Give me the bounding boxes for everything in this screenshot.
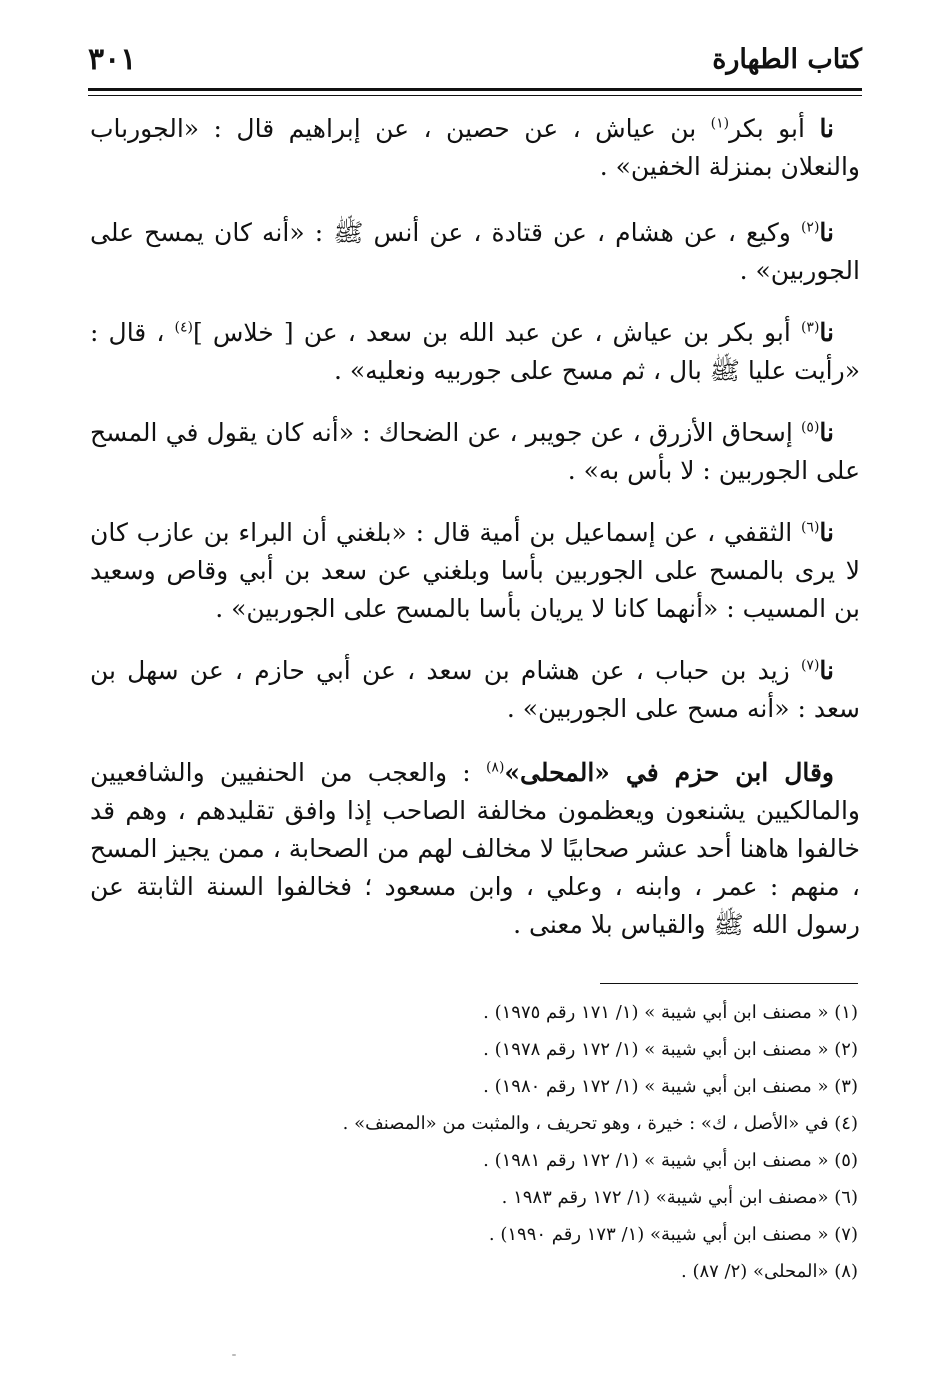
footnote: (٤) في «الأصل ، ك» : خيرة ، وهو تحريف ، والمثبت من «المصنف» . [342,1113,858,1134]
narration-lead: نا [819,418,834,447]
footnote-ref: (٨) [485,759,505,776]
footnote: (٢) « مصنف ابن أبي شيبة » (١/ ١٧٢ رقم ١٩٧٨) . [483,1039,858,1060]
footnotes [90,994,858,1290]
footnote: (٧) « مصنف ابن أبي شيبة» (١/ ١٧٣ رقم ١٩٩٠) . [488,1224,858,1245]
narration-lead: نا [819,318,834,347]
page-number: ٣٠١ [88,42,137,77]
footnote-ref: (٧) [800,657,820,674]
narration-text: ، قال : «رأيت عليا ﷺ بال ، ثم مسح على جوربيه ونعليه» . [90,318,860,385]
narration-text: بن عياش ، عن حصين ، عن إبراهيم قال : «الجورباب والنعلان بمنزلة الخفين» . [90,114,860,181]
narration-paragraph [90,110,860,186]
header-rule-thin [88,95,862,96]
running-title: كتاب الطهارة [712,44,862,75]
scan-speck [232,1354,236,1356]
footnote-ref: (١) [710,115,730,132]
narration-paragraph [90,414,860,490]
footnote-ref: (٣) [800,319,820,336]
footnote-ref: (٥) [800,419,820,436]
footnote: (٣) « مصنف ابن أبي شيبة » (١/ ١٧٢ رقم ١٩٨٠) . [483,1076,858,1097]
narration-lead: نا [819,218,834,247]
narration-text: زيد بن حباب ، عن هشام بن سعد ، عن أبي حازم ، عن سهل بن سعد : «أنه مسح على الجوربين» . [90,656,860,723]
main-text [90,104,860,944]
footnote: (٨) «المحلى» (٢/ ٨٧) . [681,1261,858,1282]
narration-text: وكيع ، عن هشام ، عن قتادة ، عن أنس ﷺ : «أنه كان يمسح على الجوربين» . [90,218,860,285]
header-rule-thick [88,88,862,91]
narration-lead: نا [819,656,834,685]
narration-paragraph [90,652,860,728]
narration-text: أبو بكر [729,114,820,143]
footnote: (٦) «مصنف ابن أبي شيبة» (١/ ١٧٢ رقم ١٩٨٣ . [501,1187,858,1208]
footnote-ref: (٦) [800,519,820,536]
narration-text: أبو بكر بن عياش ، عن عبد الله بن سعد ، عن [ خلاس ] [193,318,801,347]
narration-text: إسحاق الأزرق ، عن جويبر ، عن الضحاك : «أنه كان يقول في المسح على الجوربين : لا بأس به» . [90,418,860,485]
narration-lead: نا [819,114,835,143]
commentary-text: : والعجب من الحنفيين والشافعيين والمالكيين يشنعون ويعظمون مخالفة الصاحب إذا وافق تقليدهم ، وهم قد خالفوا هاهنا أحد عشر صحابيًا لا مخالف لهم من الصحابة ، ممن يجيز المسح ، منهم : عمر ، وابنه ، وعلي ، وابن مسعود ؛ فخالفوا السنة الثابتة عن رسول الله ﷺ والقياس بلا معنى . [90,758,860,939]
footnote: (٥) « مصنف ابن أبي شيبة » (١/ ١٧٢ رقم ١٩٨١) . [483,1150,858,1171]
footnote-ref: (٢) [800,219,820,236]
footnote-ref: (٤) [174,319,194,336]
narration-text: الثقفي ، عن إسماعيل بن أمية قال : «بلغني أن البراء بن عازب كان لا يرى بالمسح على الجوربين بأسا وبلغني عن سعد بن أبي وقاص وسعيد بن المسيب : «أنهما كانا لا يريان بأسا بالمسح على الجوربين» . [90,518,860,623]
footnote-separator [600,983,858,984]
narration-paragraph [90,514,860,628]
narration-lead: نا [819,518,834,547]
commentary-paragraph [90,754,860,944]
narration-paragraph [90,314,860,390]
page-header [88,42,862,88]
narration-paragraph [90,214,860,290]
footnote: (١) « مصنف ابن أبي شيبة » (١/ ١٧١ رقم ١٩٧٥) . [483,1002,858,1023]
commentary-lead: وقال ابن حزم في «المحلى» [504,758,835,787]
